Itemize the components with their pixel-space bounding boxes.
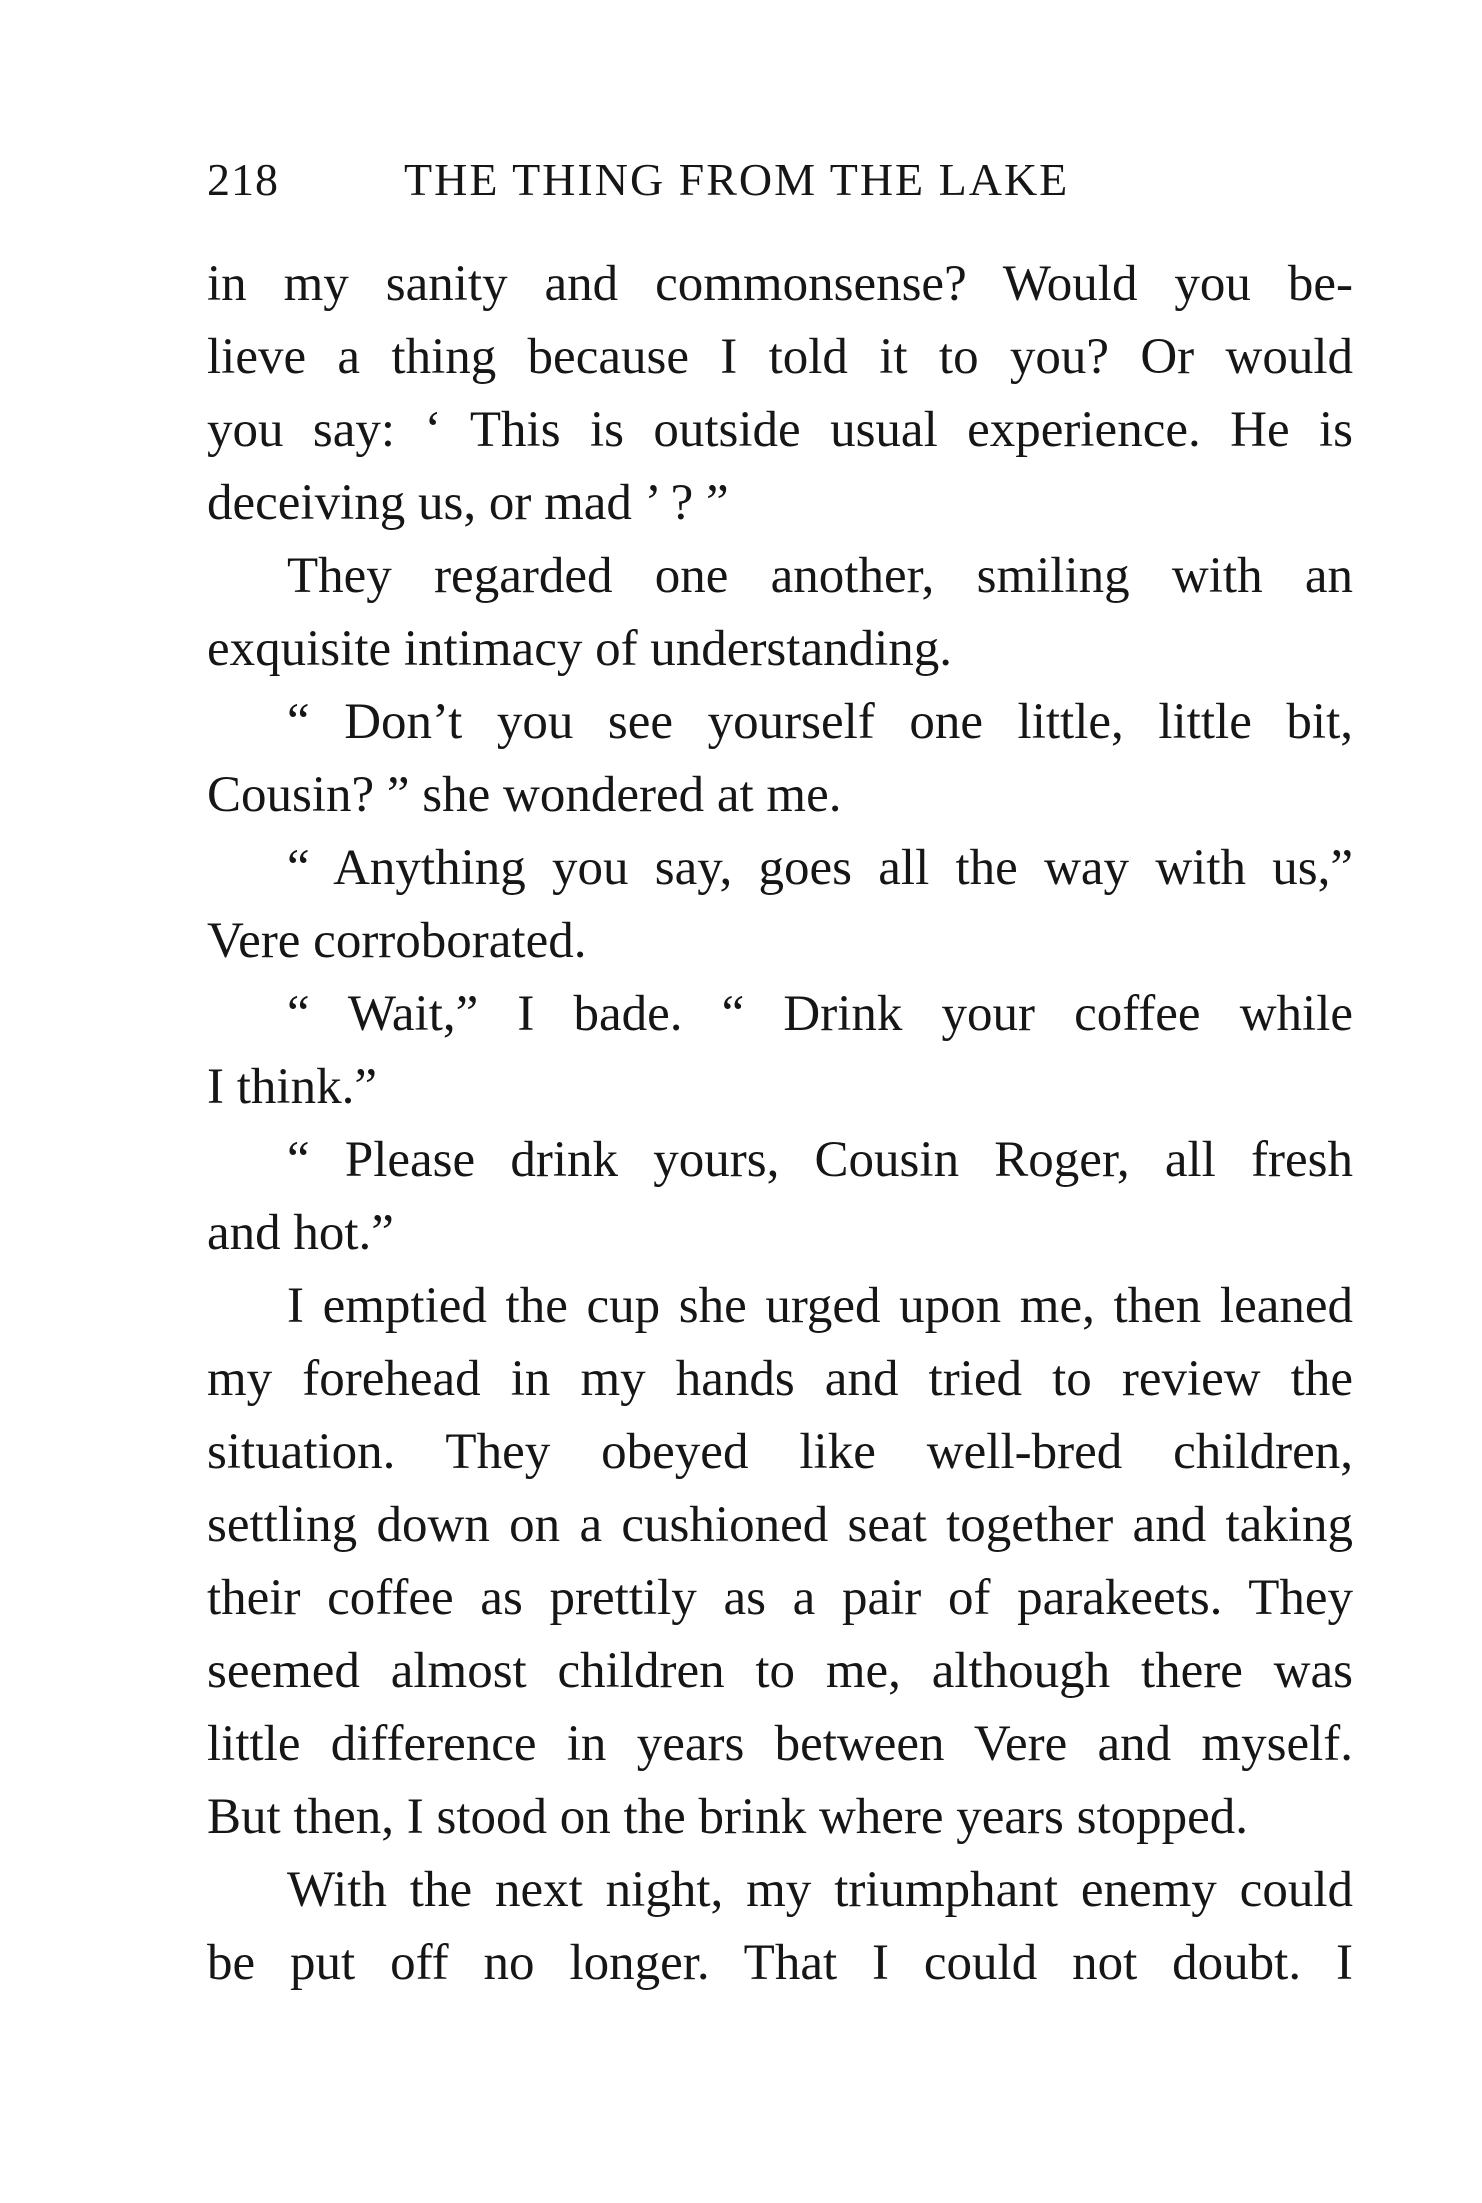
text-line: I think.” [207,1059,377,1115]
text-line: be put off no longer. That I could not doubt. I [207,1935,1353,1991]
text-line: their coffee as prettily as a pair of parakeets. They [207,1570,1353,1626]
body-text [207,248,1353,2000]
text-line: “ Please drink yours, Cousin Roger, all fresh [287,1132,1353,1188]
text-line: situation. They obeyed like well-bred children, [207,1424,1353,1480]
text-line: “ Don’t you see yourself one little, little bit, [287,694,1353,750]
text-line: you say: ‘ This is outside usual experience. He is [207,402,1353,458]
text-line: But then, I stood on the brink where years stopped. [207,1789,1249,1845]
running-title: THE THING FROM THE LAKE [404,154,1070,205]
text-line: little difference in years between Vere and myself. [207,1716,1353,1772]
text-line: in my sanity and commonsense? Would you be- [207,256,1353,312]
text-line: “ Anything you say, goes all the way with us,” [287,840,1353,896]
text-line: lieve a thing because I told it to you? Or would [207,329,1353,385]
running-head [207,150,1353,210]
text-line: With the next night, my triumphant enemy could [287,1862,1353,1918]
page-number: 218 [207,154,279,205]
text-line: deceiving us, or mad ’ ? ” [207,475,729,531]
text-line: They regarded one another, smiling with an [287,548,1353,604]
text-line: my forehead in my hands and tried to review the [207,1351,1353,1407]
text-line: and hot.” [207,1205,394,1261]
text-line: settling down on a cushioned seat together and taking [207,1497,1353,1553]
text-line: “ Wait,” I bade. “ Drink your coffee while [287,986,1353,1042]
text-line: I emptied the cup she urged upon me, then leaned [287,1278,1353,1334]
text-line: exquisite intimacy of understanding. [207,621,953,677]
text-line: Cousin? ” she wondered at me. [207,767,842,823]
text-line: seemed almost children to me, although there was [207,1643,1353,1699]
text-line: Vere corroborated. [207,913,587,969]
